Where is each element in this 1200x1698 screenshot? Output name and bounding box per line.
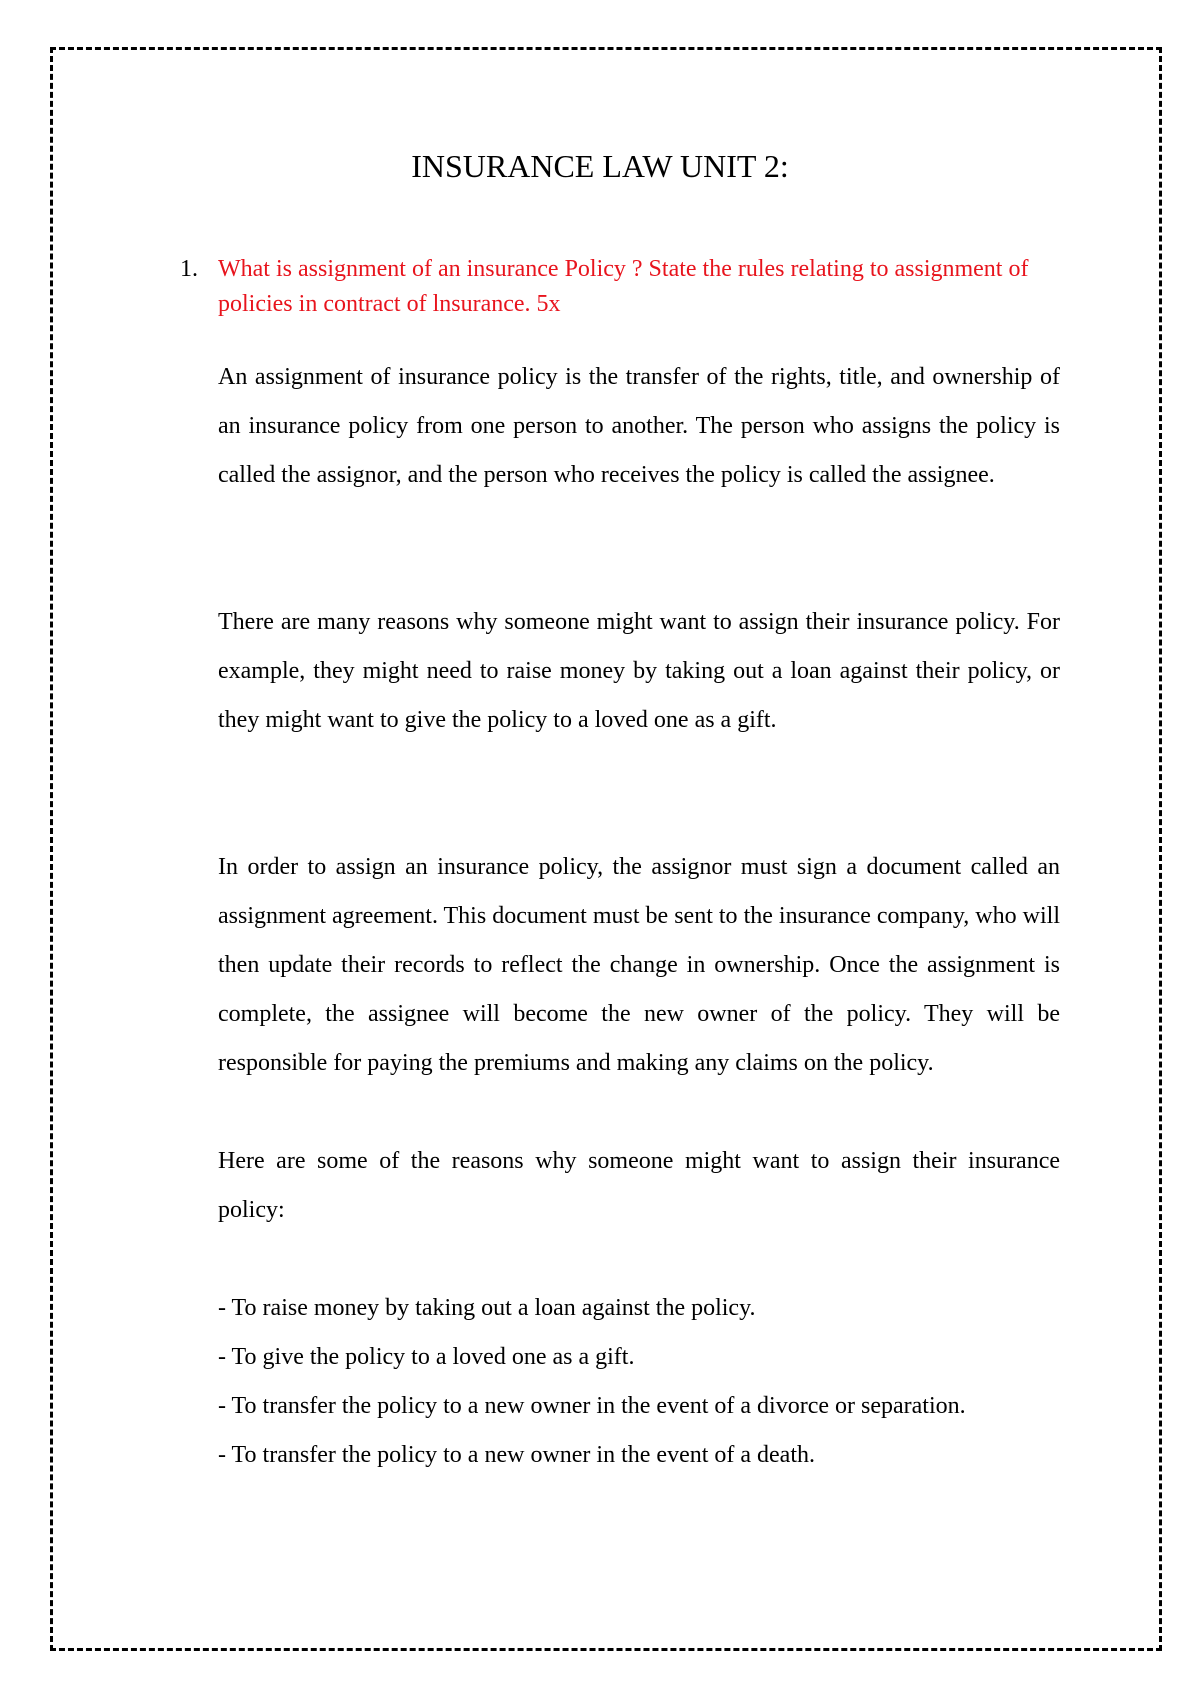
paragraph-definition [218,353,1060,500]
paragraph-text: An assignment of insurance policy is the transfer of the rights, title, and ownership of an insurance policy from one person to another. The person who assigns the policy is called the assignor, and the person who receives the policy is called the assignee. [218,364,1060,488]
list-item: - To give the policy to a loved one as a gift. [218,1344,635,1370]
paragraph-text: Here are some of the reasons why someone might want to assign their insurance policy: [218,1148,1060,1223]
paragraph-text: In order to assign an insurance policy, the assignor must sign a document called an assignment agreement. This document must be sent to the insurance company, who will then update their records to reflect the change in ownership. Once the assignment is complete, the assignee will become the new owner of the policy. They will be responsible for paying the premiums and making any claims on the policy. [218,854,1060,1076]
reasons-list [218,1284,1060,1480]
question-text: What is assignment of an insurance Policy ? State the rules relating to assignment of policies in contract of lnsurance. 5x [218,256,1029,317]
paragraph-reasons-intro [218,1137,1060,1235]
list-item: - To raise money by taking out a loan against the policy. [218,1295,756,1321]
paragraph-reasons [218,598,1060,745]
list-item: - To transfer the policy to a new owner in the event of a divorce or separation. [218,1393,966,1419]
document-title: INSURANCE LAW UNIT 2: [411,148,789,184]
paragraph-procedure [218,843,1060,1088]
question-number: 1. [180,256,198,282]
list-item: - To transfer the policy to a new owner in the event of a death. [218,1442,815,1468]
paragraph-text: There are many reasons why someone might want to assign their insurance policy. For example, they might need to raise money by taking out a loan against their policy, or they might want to give the policy to a loved one as a gift. [218,609,1060,733]
